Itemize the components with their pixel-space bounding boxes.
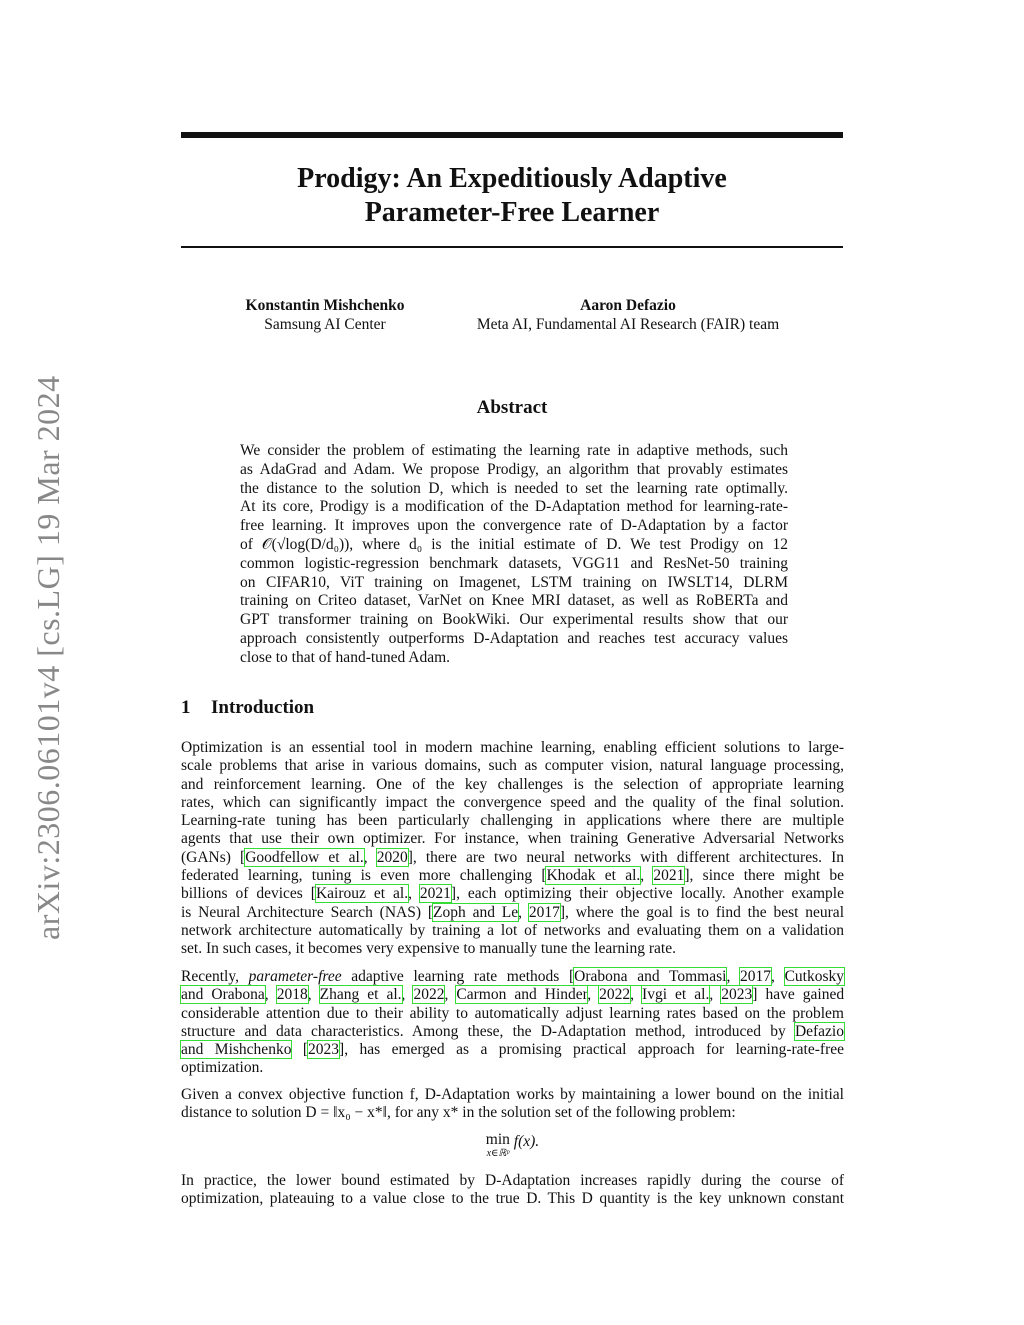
citation-link[interactable]: 2022: [413, 986, 445, 1004]
citation-link[interactable]: Ivgi et al.: [642, 986, 710, 1004]
abstract-line: We consider the problem of estimating the learning rate in adaptive methods, such: [240, 442, 788, 459]
abstract-heading: Abstract: [476, 397, 548, 418]
equation-body: f(x).: [513, 1133, 540, 1150]
author-block-2: [440, 296, 816, 334]
citation-link[interactable]: 2023: [721, 986, 753, 1004]
text-line: optimization.: [181, 1059, 264, 1077]
text-line: federated learning, tuning is even more challenging [Khodak et al., 2021], since there might be: [181, 867, 844, 885]
section-heading-introduction: [181, 697, 314, 719]
author-name: Aaron Defazio: [580, 297, 676, 314]
intro-paragraph-3: [181, 1086, 844, 1123]
text-line: agents that use their own optimizer. For instance, when training Generative Adversarial Networks: [181, 830, 844, 848]
citation-link[interactable]: Khodak et al.: [546, 867, 641, 885]
intro-paragraph-4: [181, 1172, 844, 1209]
citation-link[interactable]: Zhang et al.: [319, 986, 402, 1004]
title-line-2: Parameter-Free Learner: [364, 197, 660, 228]
display-equation: [181, 1133, 844, 1161]
paper-title: [181, 162, 843, 230]
citation-link[interactable]: 2017: [528, 903, 560, 921]
citation-link[interactable]: 2020: [376, 848, 408, 866]
citation-link[interactable]: 2021: [419, 885, 451, 903]
author-block-1: [210, 296, 440, 334]
title-rule-bottom: [181, 246, 843, 248]
citation-link[interactable]: Carmon and Hinder: [456, 986, 588, 1004]
citation-link[interactable]: 2017: [740, 968, 772, 985]
intro-paragraph-2: [181, 968, 844, 1078]
text-line: Learning-rate tuning has been particularly challenging in applications where there are multiple: [181, 812, 844, 830]
text-line: billions of devices [Kairouz et al., 2021], each optimizing their objective locally. Another example: [181, 885, 844, 903]
abstract-line: free learning. It improves upon the convergence rate of D-Adaptation by a factor: [240, 517, 788, 535]
text-line: and Orabona, 2018, Zhang et al., 2022, Carmon and Hinder, 2022, Ivgi et al., 2023] have gained: [181, 986, 845, 1004]
text-line: rates, which can significantly impact the convergence speed and the quality of the final solution.: [181, 793, 844, 811]
min-op-text: min: [485, 1131, 510, 1148]
citation-link[interactable]: Kairouz et al.: [315, 885, 409, 903]
abstract-line: as AdaGrad and Adam. We propose Prodigy, an algorithm that provably estimates: [240, 460, 788, 478]
citation-link[interactable]: Cutkosky: [784, 968, 845, 985]
citation-link[interactable]: and Orabona: [181, 986, 265, 1004]
abstract-line: common logistic-regression benchmark datasets, VGG11 and ResNet-50 training: [240, 554, 788, 572]
title-rule-top: [181, 132, 843, 138]
citation-link[interactable]: 2021: [653, 867, 685, 885]
citation-link[interactable]: Orabona and Tommasi: [574, 968, 727, 985]
citation-link[interactable]: 2022: [599, 986, 631, 1004]
emphasis-text: parameter-free: [248, 968, 342, 985]
abstract-line: GPT transformer training on BookWiki. Our experimental results show that our: [240, 611, 788, 629]
author-affiliation: Meta AI, Fundamental AI Research (FAIR) team: [476, 316, 780, 333]
abstract-line: of 𝒪(√log(D/d₀)), where d₀ is the initial estimate of D. We test Prodigy on 12: [240, 535, 788, 553]
text-line: (GANs) [Goodfellow et al., 2020], there are two neural networks with different architectures. In: [181, 848, 845, 866]
intro-paragraph-1: [181, 739, 844, 959]
arxiv-margin-stamp: arXiv:2306.06101v4 [cs.LG] 19 Mar 2024: [30, 375, 66, 940]
abstract-line: training on Criteo dataset, VarNet on Knee MRI dataset, as well as RoBERTa and: [240, 592, 788, 610]
section-number: 1: [181, 697, 191, 718]
abstract-line: approach consistently outperforms D-Adaptation and reaches test accuracy values: [240, 629, 788, 647]
min-operator: [486, 1133, 510, 1161]
abstract-line: close to that of hand-tuned Adam.: [240, 648, 451, 666]
text-line: set. In such cases, it becomes very expensive to manually tune the learning rate.: [181, 940, 676, 958]
abstract-body: [240, 442, 788, 668]
text-line: In practice, the lower bound estimated by D-Adaptation increases rapidly during the course of: [181, 1172, 844, 1189]
text-line: is Neural Architecture Search (NAS) [Zoph and Le, 2017], where the goal is to find the best neural: [181, 903, 844, 921]
abstract-line: on CIFAR10, ViT training on Imagenet, LSTM training on IWSLT14, DLRM: [240, 573, 788, 591]
citation-link[interactable]: 2023: [308, 1041, 340, 1059]
author-name: Konstantin Mishchenko: [245, 297, 405, 314]
section-title: Introduction: [211, 697, 315, 718]
min-subscript: x∈ℝᵖ: [486, 1148, 510, 1159]
citation-link[interactable]: and Mishchenko: [181, 1041, 292, 1059]
citation-link[interactable]: Goodfellow et al.: [245, 848, 364, 866]
text-line: considerable attention due to their ability to automatically adjust learning rates based on the problem: [181, 1004, 844, 1022]
text-line: distance to solution D = ‖x₀ − x*‖, for any x* in the solution set of the following problem:: [181, 1104, 736, 1122]
author-affiliation: Samsung AI Center: [264, 316, 386, 333]
citation-link[interactable]: 2018: [276, 986, 308, 1004]
text-line: network architecture automatically by training a lot of networks and evaluating them on a validation: [181, 921, 844, 939]
text-line: and reinforcement learning. One of the key challenges is the selection of appropriate learning: [181, 775, 844, 793]
citation-link[interactable]: Zoph and Le: [433, 903, 519, 921]
abstract-line: At its core, Prodigy is a modification of the D-Adaptation method for learning-rate-: [240, 498, 788, 516]
text-line: scale problems that arise in various domains, such as computer vision, natural language processing,: [181, 757, 844, 775]
text-line: Recently, parameter-free adaptive learning rate methods [Orabona and Tommasi, 2017, Cutkosky: [181, 968, 845, 985]
text-line: Given a convex objective function f, D-Adaptation works by maintaining a lower bound on the initial: [181, 1086, 844, 1103]
text-line: structure and data characteristics. Among these, the D-Adaptation method, introduced by Defazio: [181, 1022, 844, 1040]
abstract-line: the distance to the solution D, which is needed to set the learning rate optimally.: [240, 479, 788, 497]
text-line: optimization, plateauing to a value close to the true D. This D quantity is the key unknown constant: [181, 1190, 844, 1208]
citation-link[interactable]: Defazio: [794, 1022, 844, 1040]
text-line: Optimization is an essential tool in modern machine learning, enabling efficient solutions to large-: [181, 739, 844, 756]
text-line: and Mishchenko [2023], has emerged as a promising practical approach for learning-rate-free: [181, 1041, 844, 1059]
title-line-1: Prodigy: An Expeditiously Adaptive: [297, 163, 727, 194]
